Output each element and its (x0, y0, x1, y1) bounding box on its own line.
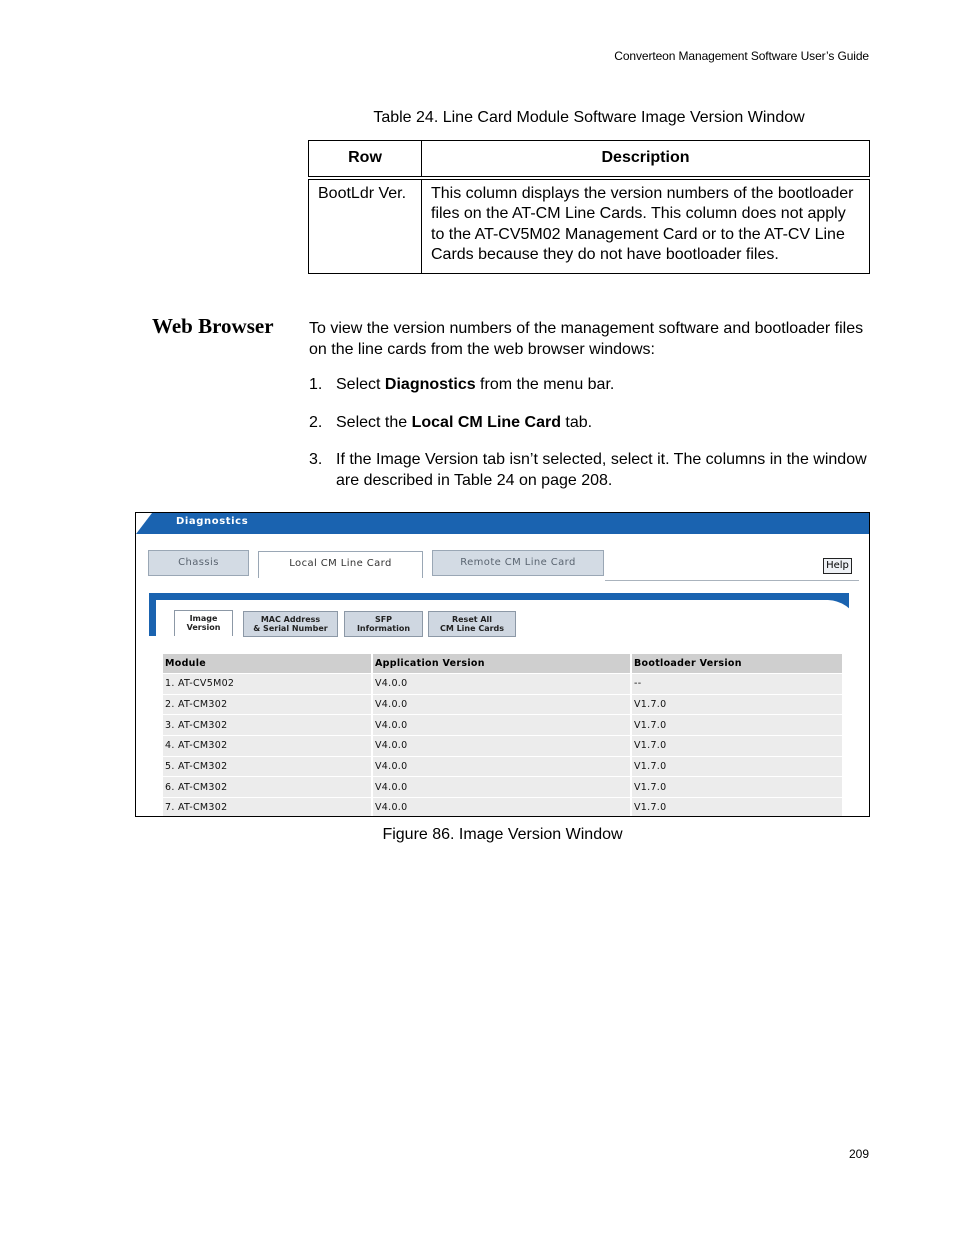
grid-cell: 1. AT-CV5M02 (163, 673, 373, 694)
grid-cell: 3. AT-CM302 (163, 714, 373, 735)
step-text: Select the (336, 413, 412, 431)
grid-cell: 2. AT-CM302 (163, 694, 373, 715)
list-item (309, 450, 871, 491)
grid-cell: V4.0.0 (373, 673, 632, 694)
tab-divider (605, 580, 859, 581)
subtab-label: Version (186, 623, 221, 632)
table-row (163, 797, 844, 817)
step-number: 1. (309, 376, 323, 393)
table-row (163, 714, 844, 735)
list-item (309, 375, 871, 396)
frame-curve-decoration (786, 593, 861, 638)
subtab-reset-all[interactable] (428, 611, 516, 637)
grid-cell: V4.0.0 (373, 756, 632, 777)
table-caption: Table 24. Line Card Module Software Image Version Window (373, 109, 805, 126)
subtab-image-version[interactable] (174, 610, 233, 636)
subtab-label: & Serial Number (253, 624, 328, 633)
grid-cell: 6. AT-CM302 (163, 776, 373, 797)
step-text: tab. (560, 413, 593, 431)
steps-list (309, 375, 871, 508)
description-table (308, 140, 870, 274)
table-cell-description: This column displays the version numbers of the bootloader files on the AT-CM Line Cards. This column does not apply to the AT-CV5M02 Management Card or to the AT-CV Line Cards because they do not have bootloader files. (422, 178, 870, 274)
section-heading: Web Browser (152, 314, 274, 338)
tab-remote-cm-line-card[interactable]: Remote CM Line Card (432, 550, 604, 576)
subtab-sfp-information[interactable] (344, 611, 423, 637)
grid-cell: V4.0.0 (373, 714, 632, 735)
window-title-bar (136, 513, 869, 534)
table-row (163, 756, 844, 777)
image-version-window (135, 512, 870, 817)
table-header-row: Row (309, 141, 422, 178)
grid-cell: 4. AT-CM302 (163, 735, 373, 756)
grid-cell: V4.0.0 (373, 735, 632, 756)
grid-cell: V1.7.0 (632, 776, 844, 797)
subtab-label: CM Line Cards (439, 624, 505, 633)
grid-cell: V1.7.0 (632, 694, 844, 715)
grid-cell: V4.0.0 (373, 776, 632, 797)
grid-cell: -- (632, 673, 844, 694)
grid-cell: V1.7.0 (632, 797, 844, 817)
table-row (163, 735, 844, 756)
grid-cell: 7. AT-CM302 (163, 797, 373, 817)
table-row (163, 776, 844, 797)
grid-header-module: Module (163, 654, 373, 673)
table-row (163, 673, 844, 694)
step-number: 2. (309, 413, 323, 431)
subtab-mac-address[interactable] (243, 611, 338, 637)
step-text: Select (336, 376, 385, 393)
running-header: Converteon Management Software User’s Guide (614, 49, 869, 63)
grid-cell: 5. AT-CM302 (163, 756, 373, 777)
table-cell-row: BootLdr Ver. (309, 178, 422, 274)
grid-cell: V4.0.0 (373, 797, 632, 817)
window-title: Diagnostics (176, 516, 249, 527)
grid-cell: V1.7.0 (632, 714, 844, 735)
intro-paragraph: To view the version numbers of the management software and bootloader files on the line cards from the web browser windows: (309, 320, 864, 358)
subtab-label: Image (189, 614, 218, 623)
grid-header-bootloader-version: Bootloader Version (632, 654, 844, 673)
table-header-description: Description (422, 141, 870, 178)
subtab-label: Information (356, 624, 411, 633)
step-number: 3. (309, 451, 323, 468)
version-table (163, 654, 844, 817)
grid-cell: V1.7.0 (632, 756, 844, 777)
figure-caption: Figure 86. Image Version Window (382, 826, 623, 843)
list-item (309, 413, 871, 434)
step-text: from the menu bar. (475, 376, 615, 393)
tab-local-cm-line-card[interactable]: Local CM Line Card (258, 551, 423, 578)
table-row (309, 178, 870, 274)
grid-header-application-version: Application Version (373, 654, 632, 673)
step-bold: Diagnostics (384, 376, 476, 393)
subtab-label: MAC Address (260, 615, 321, 624)
grid-cell: V1.7.0 (632, 735, 844, 756)
tab-chassis[interactable]: Chassis (148, 550, 249, 576)
help-button[interactable]: Help (823, 558, 852, 574)
page-number: 209 (848, 1147, 869, 1161)
title-notch (136, 513, 152, 534)
table-row (163, 694, 844, 715)
subtab-label: SFP (374, 615, 393, 624)
step-bold: Local CM Line Card (411, 413, 561, 431)
grid-cell: V4.0.0 (373, 694, 632, 715)
step-text: If the Image Version tab isn’t selected, select it. The columns in the window are described in Table 24 on page 208. (336, 451, 867, 489)
subtab-label: Reset All (451, 615, 493, 624)
